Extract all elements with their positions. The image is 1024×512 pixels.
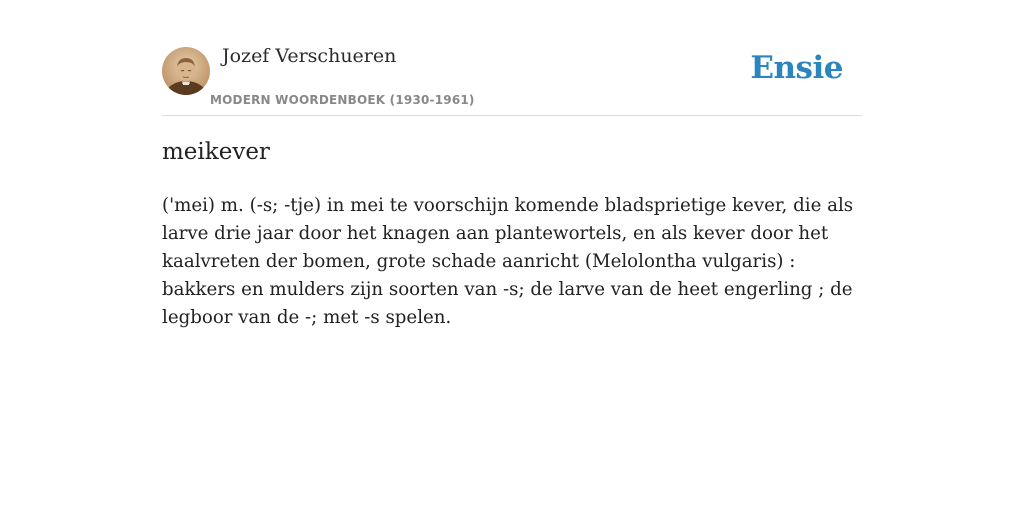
author-name[interactable]: Jozef Verschueren: [222, 45, 397, 67]
entry-definition: ('mei) m. (-s; -tje) in mei te voorschijn komende bladsprietige kever, die als larve drie jaar door het knagen aan plantewortels, en als kever door het kaalvreten der bomen, grote schade aanricht (Melolontha vulgaris) : bakkers en mulders zijn soorten van -s; de larve van de heet engerling ; de legboor van de -; met -s spelen.: [162, 195, 854, 328]
header-divider: [162, 115, 862, 116]
source-label[interactable]: MODERN WOORDENBOEK (1930-1961): [210, 93, 475, 107]
ensie-logo[interactable]: Ensie: [750, 50, 843, 86]
author-avatar[interactable]: [162, 47, 210, 95]
entry-headword: meikever: [162, 139, 270, 165]
portrait-photo-icon: [162, 47, 210, 95]
